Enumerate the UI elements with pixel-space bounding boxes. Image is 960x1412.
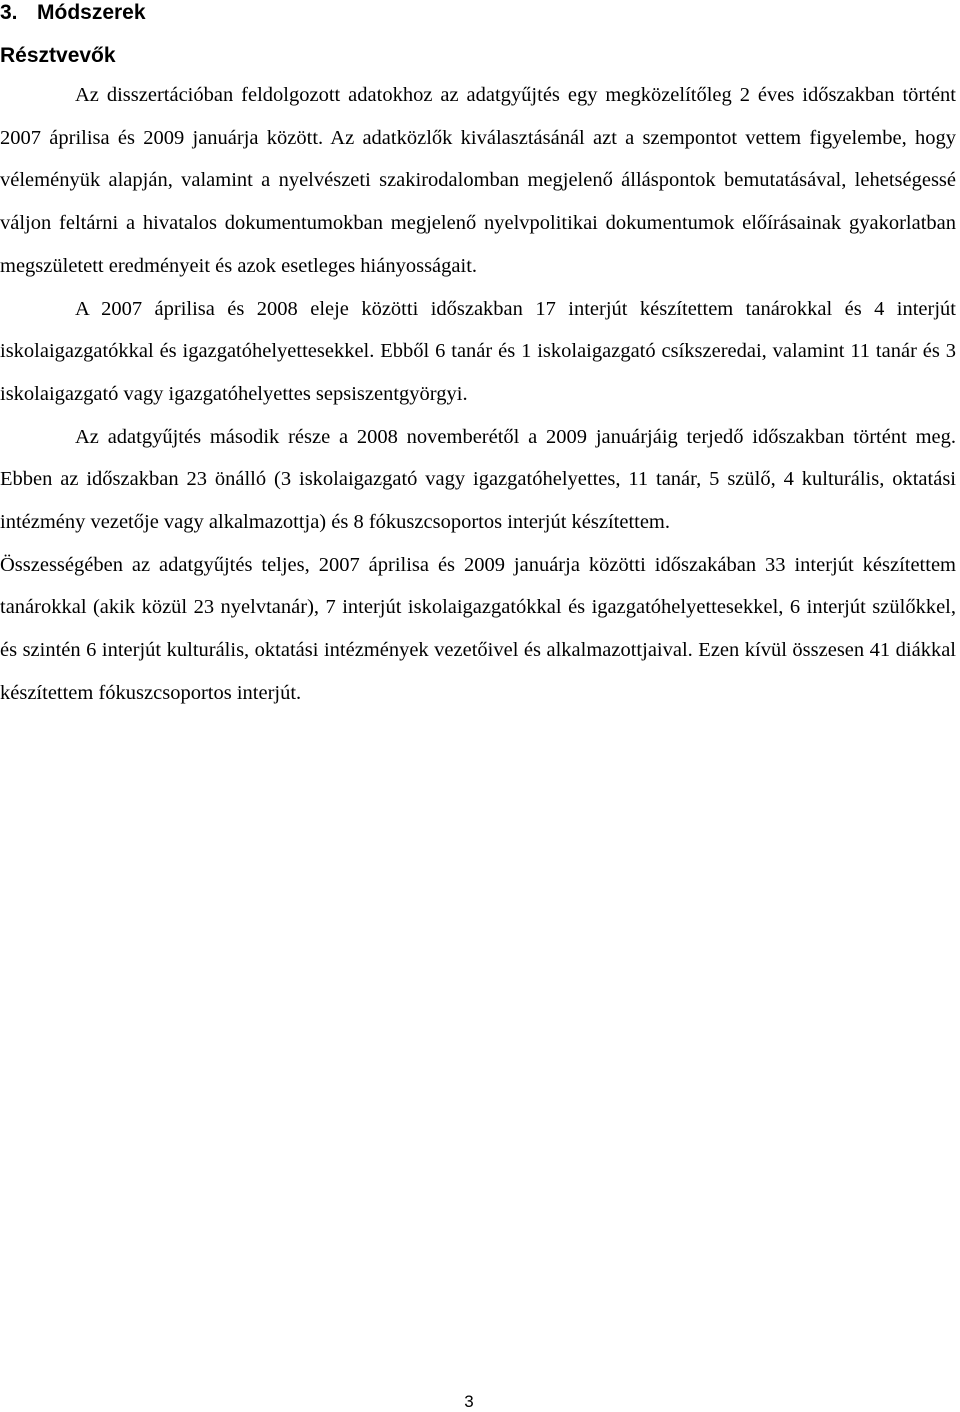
body-text: [0, 74, 956, 715]
paragraph-second-phase: Az adatgyűjtés második része a 2008 novemberétől a 2009 januárjáig terjedő időszakban történt meg. Ebben az időszakban 23 önálló (3 iskolaigazgató vagy igazgatóhelyettes, 11 tanár, 5 szülő, 4 kulturális, oktatási intézmény vezetője vagy alkalmazottja) és 8 fókuszcsoportos interjút készítettem.: [0, 425, 956, 534]
section-number: 3.: [0, 1, 18, 24]
paragraph-summary: Összességében az adatgyűjtés teljes, 2007 áprilisa és 2009 januárja közötti időszakában 33 interjút készítettem tanárokkal (akik közül 23 nyelvtanár), 7 interjút iskolaigazgatókkal és igazgatóhelyettesekkel, 6 interjút szülőkkel, és szintén 6 interjút kulturális, oktatási intézmények vezetőivel és alkalmazottjaival. Ezen kívül összesen 41 diákkal készítettem fókuszcsoportos interjút.: [0, 553, 956, 704]
paragraph-first-phase: A 2007 áprilisa és 2008 eleje közötti időszakban 17 interjút készítettem tanárokkal és 4 interjút iskolaigazgatókkal és igazgatóhelyettesekkel. Ebből 6 tanár és 1 iskolaigazgató csíkszeredai, valamint 11 tanár és 3 iskolaigazgató vagy igazgatóhelyettes sepsiszentgyörgyi.: [0, 297, 956, 405]
paragraph-data-collection-intro: Az disszertációban feldolgozott adatokhoz az adatgyűjtés egy megközelítőleg 2 éves időszakban történt 2007 áprilisa és 2009 januárja között. Az adatközlők kiválasztásánál azt a szempontot vettem figyelembe, hogy véleményük alapján, valamint a nyelvészeti szakirodalomban megjelenő álláspontok bemutatásával, lehetségessé váljon feltárni a hivatalos dokumentumokban megjelenő nyelvpolitikai dokumentumok előírásainak gyakorlatban megszületett eredményeit és azok esetleges hiányosságait.: [0, 84, 956, 277]
section-heading: [0, 1, 146, 25]
page-number: 3: [464, 1392, 474, 1411]
subsection-heading: Résztvevők: [0, 44, 116, 67]
section-title: Módszerek: [37, 1, 146, 24]
